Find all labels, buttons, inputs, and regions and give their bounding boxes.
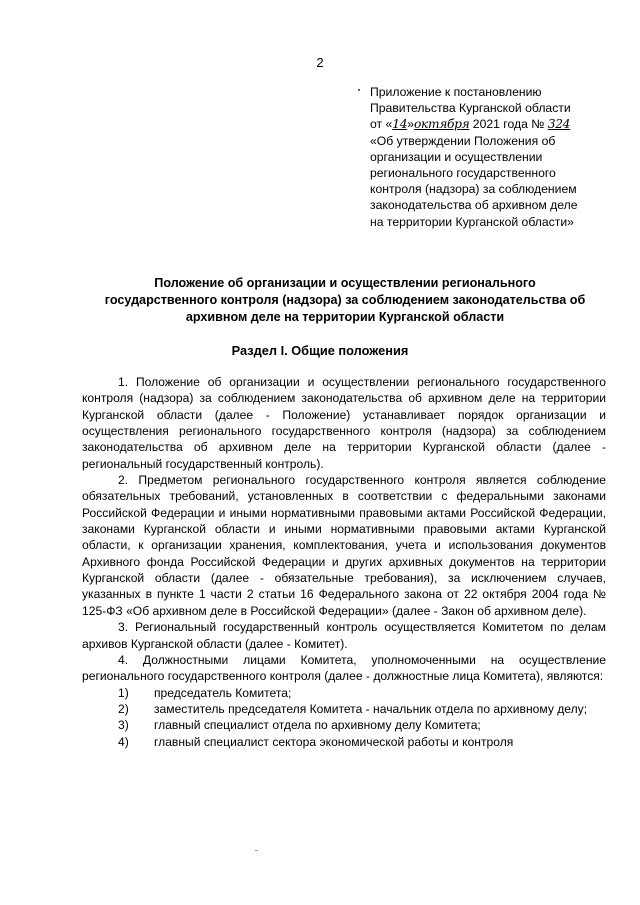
document-body	[82, 374, 606, 750]
title-line: государственного контроля (надзора) за соблюдением законодательства об	[104, 293, 586, 307]
appendix-line: контроля (надзора) за соблюдением	[370, 182, 577, 197]
appendix-header	[370, 84, 610, 230]
list-item-text: заместитель председателя Комитета - начальник отдела по архивному делу;	[154, 701, 588, 716]
appendix-line: законодательства об архивном деле	[370, 198, 578, 213]
date-prefix: от «	[370, 117, 393, 132]
officials-list-item	[82, 685, 606, 701]
handwritten-month: октября	[413, 117, 470, 132]
page-number: 2	[316, 55, 324, 70]
scan-artifact	[255, 850, 258, 851]
handwritten-number: 324	[547, 117, 571, 132]
list-item-text: главный специалист отдела по архивному делу Комитета;	[154, 718, 481, 733]
date-mid: »	[407, 117, 414, 132]
list-item-number: 4)	[118, 734, 129, 749]
appendix-line: организации и осуществлении	[370, 149, 543, 164]
appendix-line: Правительства Курганской области	[370, 101, 571, 116]
paragraph-1: 1. Положение об организации и осуществлении регионального государственного контроля (надзора) за соблюдением законодательства об архивном деле на территории Курганской области (далее - Положение) устанавливает порядок организации и осуществления регионального государственного контроля (надзора) за соблюдением законодательства об архивном деле на территории Курганской области (далее - региональный государственный контроль).	[82, 375, 606, 471]
section-heading: Раздел I. Общие положения	[231, 343, 409, 358]
list-item-number: 2)	[118, 701, 129, 716]
appendix-line: «Об утверждении Положения об	[370, 133, 556, 148]
document-title	[80, 275, 610, 326]
paragraph-4: 4. Должностными лицами Комитета, уполномоченными на осуществление регионального государственного контроля (далее - должностные лица Комитета), являются:	[82, 652, 606, 684]
margin-mark	[358, 89, 360, 91]
appendix-line: регионального государственного	[370, 166, 556, 181]
title-line: Положение об организации и осуществлении регионального	[154, 276, 536, 290]
list-item-text: председатель Комитета;	[154, 685, 292, 700]
list-item-text: главный специалист сектора экономической работы и контроля	[154, 734, 514, 749]
list-item-number: 1)	[118, 685, 129, 700]
officials-list-item	[82, 734, 606, 750]
officials-list-item	[82, 701, 606, 717]
appendix-line: на территории Курганской области»	[370, 214, 574, 229]
appendix-line: Приложение к постановлению	[370, 85, 542, 99]
paragraph-2: 2. Предметом регионального государственного контроля является соблюдение обязательных требований, установленных в соответствии с федеральными законами Российской Федерации и иными нормативными правовыми актами Российской Федерации, законами Курганской области и иными нормативными правовыми актами Курганской области, к организации хранения, комплектования, учета и использования документов Архивного фонда Российской Федерации и других архивных документов на территории Курганской области (далее - обязательные требования), за исключением случаев, указанных в пункте 1 части 2 статьи 16 Федерального закона от 22 октября 2004 года № 125-ФЗ «Об архивном деле в Российской Федерации» (далее - Закон об архивном деле).	[82, 473, 606, 618]
handwritten-day: 14	[392, 117, 408, 132]
list-item-number: 3)	[118, 718, 129, 733]
appendix-date-line	[370, 116, 610, 132]
officials-list-item	[82, 717, 606, 733]
paragraph-3: 3. Региональный государственный контроль осуществляется Комитетом по делам архивов Курганской области (далее - Комитет).	[82, 620, 606, 651]
title-line: архивном деле на территории Курганской области	[185, 310, 505, 324]
date-year: 2021 года №	[469, 117, 548, 132]
